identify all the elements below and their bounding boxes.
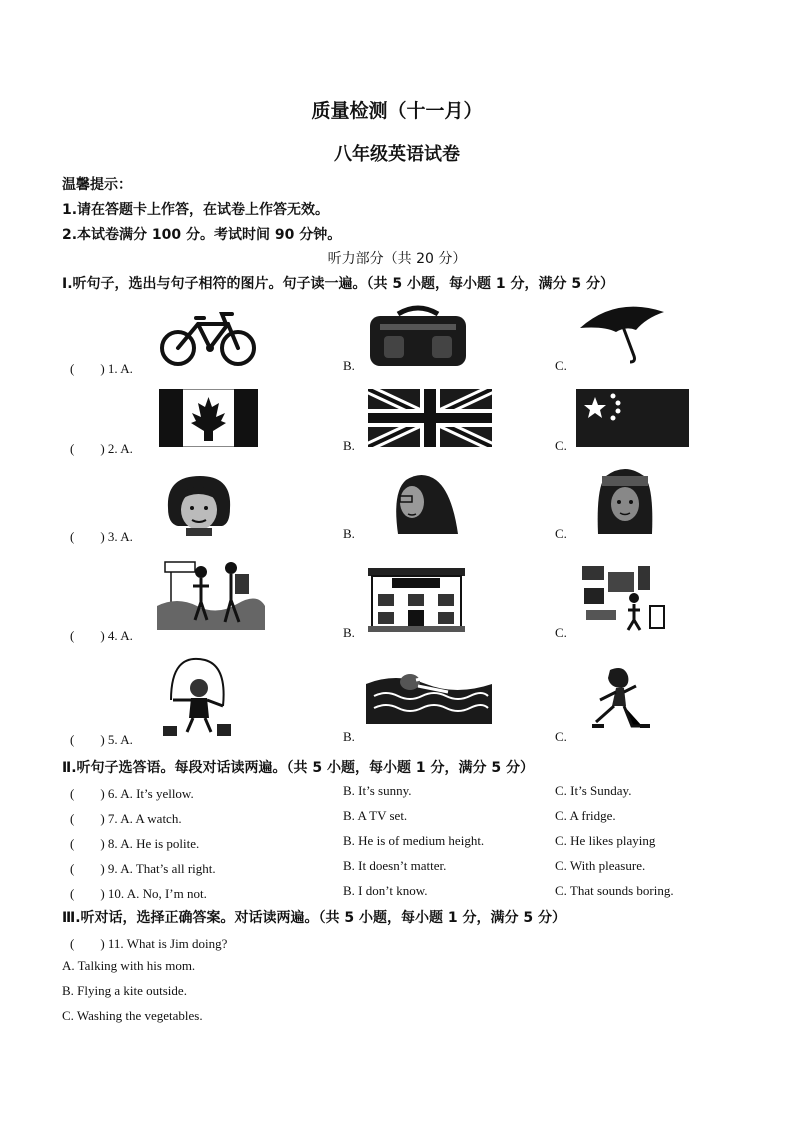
q7-option-c: C. A fridge. [555,808,616,823]
q11-option-c: C. Washing the vegetables. [62,1008,203,1023]
q7-option-b: B. A TV set. [343,808,408,823]
q1-option-b: B. [343,358,355,373]
bicycle-image [158,306,258,368]
q11-option-b: B. Flying a kite outside. [62,983,187,998]
q11-option-a: A. Talking with his mom. [62,958,196,973]
q5-label: ( ) 5. A. [70,732,133,747]
swimming-image [366,666,492,724]
q2-option-b: B. [343,438,355,453]
tips-line-1: 1.请在答题卡上作答，在试卷上作答无效。 [62,202,330,218]
long-hair-woman-image [378,472,462,534]
q1-option-c: C. [555,358,567,373]
q7-option-a: ( ) 7. A. A watch. [70,811,182,826]
section-3-title: Ⅲ.听对话，选择正确答案。对话读两遍。（共 5 小题，每小题 1 分，满分 5 分） [62,910,567,926]
q4-label: ( ) 4. A. [70,628,133,643]
q2-option-c: C. [555,438,567,453]
tips-line-2: 2.本试卷满分 100 分。考试时间 90 分钟。 [62,227,342,243]
page-title: 质量检测（十一月） [311,100,483,122]
q6-option-c: C. It’s Sunday. [555,783,632,798]
q9-option-b: B. It doesn’t matter. [343,858,447,873]
q5-option-c: C. [555,729,567,744]
section-1-title: Ⅰ.听句子，选出与句子相符的图片。句子读一遍。（共 5 小题，每小题 1 分，满分 5 分） [62,276,614,292]
q9-option-c: C. With pleasure. [555,858,646,873]
section-2-title: Ⅱ.听句子选答语。每段对话读两遍。（共 5 小题，每小题 1 分，满分 5 分） [62,760,535,776]
umbrella-image [576,304,668,366]
q1-label: ( ) 1. A. [70,361,133,376]
q10-option-a: ( ) 10. A. No, I’m not. [70,886,207,901]
q5-option-b: B. [343,729,355,744]
girl-with-scarf-image [592,466,658,534]
tips-heading: 温馨提示： [62,177,132,193]
q11-question: ( ) 11. What is Jim doing? [70,936,228,951]
listening-section-title: 听力部分（共 20 分） [327,251,467,267]
q4-option-c: C. [555,625,567,640]
q8-option-a: ( ) 8. A. He is polite. [70,836,200,851]
bag-image [366,304,470,370]
q3-label: ( ) 3. A. [70,529,133,544]
hikers-image [157,556,265,630]
q4-option-b: B. [343,625,355,640]
q6-option-a: ( ) 6. A. It’s yellow. [70,786,194,801]
canada-flag-image [159,389,258,447]
q2-label: ( ) 2. A. [70,441,133,456]
building-image [368,566,465,632]
page-subtitle: 八年级英语试卷 [334,144,460,165]
q10-option-c: C. That sounds boring. [555,883,674,898]
jumping-rope-image [161,656,235,738]
street-scene-image [578,562,670,632]
q8-option-b: B. He is of medium height. [343,833,485,848]
china-flag-image [576,389,689,447]
uk-flag-image [368,389,492,447]
q8-option-c: C. He likes playing [555,833,656,848]
running-girl-image [588,666,656,730]
q9-option-a: ( ) 9. A. That’s all right. [70,861,216,876]
q6-option-b: B. It’s sunny. [343,783,412,798]
q3-option-c: C. [555,526,567,541]
short-hair-girl-image [158,472,240,536]
q10-option-b: B. I don’t know. [343,883,428,898]
q3-option-b: B. [343,526,355,541]
